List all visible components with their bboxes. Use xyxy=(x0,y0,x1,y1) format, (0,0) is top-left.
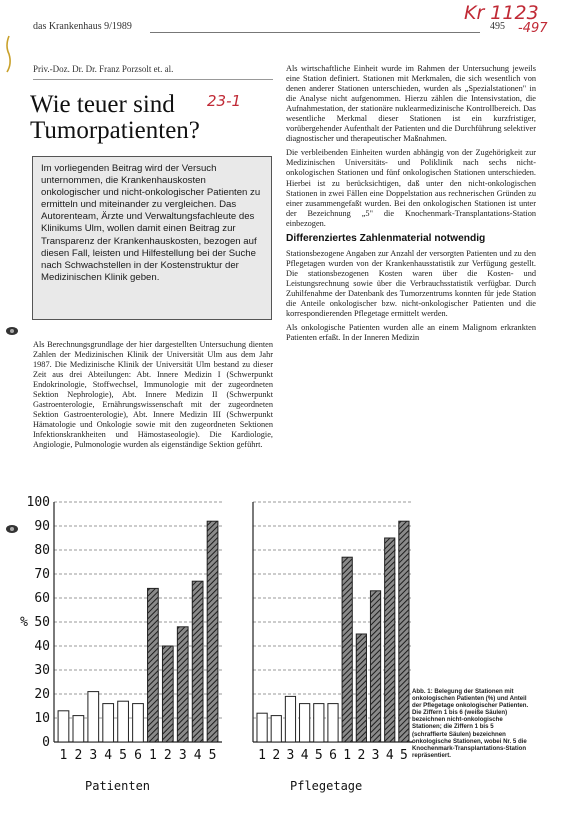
handwritten-archive-number: Kr 1123 xyxy=(464,2,539,24)
bar-oncologic xyxy=(207,521,218,742)
x-tick-label: 5 xyxy=(208,748,217,763)
y-tick-label: 60 xyxy=(34,591,50,606)
x-tick-label: 1 xyxy=(258,748,267,763)
y-tick-label: 90 xyxy=(34,519,50,534)
figure-caption: Abb. 1: Belegung der Stationen mit onkologischen Patienten (%) und Anteil der Pflegetage onkologischer Patienten. Die Ziffern 1 bis 6 (weiße Säulen) bezeichnen nicht-onkologische Stationen; die Ziffern 1 bis 5 (schraffierte Säulen) bezeichnen onkologische Stationen, wobei Nr. 5 die Knochenmark-Transplantations-Station repräsentiert. xyxy=(412,688,529,759)
paragraph: Die verbleibenden Einheiten wurden abhängig von der Zugehörigkeit zur Medizinischen Universitäts- und Poliklinik nach sechs nicht-onkologischen Stationen und fünf onkologischen Stationen unterschieden. Hierbei ist zu berücksichtigen, daß unter den nicht-onkologischen Stationen in zwei Fällen eine Doppelstation aus rechnerischen Gründen zu einer zusammengefaßt wurden. Bei den onkologischen Stationen ist unter der Bezeichnung „5" die Knochenmark-Transplantations-Station einbezogen. xyxy=(286,148,536,228)
bar-oncologic xyxy=(370,591,380,742)
right-column xyxy=(286,64,536,347)
bar-oncologic xyxy=(162,646,173,742)
x-tick-label: 4 xyxy=(300,748,309,763)
bar-non-oncologic xyxy=(103,704,114,742)
header-rule xyxy=(150,32,480,33)
bar-oncologic xyxy=(192,581,203,742)
bar-oncologic xyxy=(356,634,366,742)
margin-mark xyxy=(3,34,13,74)
title-line-2: Tumorpatienten? xyxy=(30,117,200,144)
bar-non-oncologic xyxy=(133,704,144,742)
x-tick-label: 4 xyxy=(385,748,394,763)
bar-oncologic xyxy=(385,538,395,742)
bar-non-oncologic xyxy=(88,692,99,742)
x-tick-label: 2 xyxy=(272,748,281,763)
x-tick-label: 4 xyxy=(104,748,113,763)
x-tick-label: 1 xyxy=(148,748,157,763)
title-line-1: Wie teuer sind xyxy=(30,91,175,118)
x-tick-label: 5 xyxy=(314,748,323,763)
eye-icon xyxy=(5,323,19,341)
bar-non-oncologic xyxy=(257,713,267,742)
x-tick-label: 4 xyxy=(193,748,202,763)
left-column-text xyxy=(33,340,273,455)
bar-oncologic xyxy=(399,521,409,742)
y-tick-label: 0 xyxy=(42,735,50,750)
bar-non-oncologic xyxy=(58,711,69,742)
authors: Priv.-Doz. Dr. Dr. Franz Porzsolt et. al. xyxy=(33,64,174,74)
x-tick-label: 2 xyxy=(357,748,366,763)
page-number: 495 xyxy=(490,21,505,32)
running-header: das Krankenhaus 9/1989 xyxy=(33,21,132,32)
abstract-box xyxy=(32,156,272,320)
chart-patienten xyxy=(10,490,240,800)
section-heading: Differenziertes Zahlenmaterial notwendig xyxy=(286,232,486,244)
y-tick-label: 50 xyxy=(34,615,50,630)
x-tick-label: 3 xyxy=(178,748,187,763)
paragraph: Als wirtschaftliche Einheit wurde im Rahmen der Untersuchung jeweils eine Station definiert. Stationen mit Merkmalen, die sich wesentlich von denen anderer Stationen unterschieden, wurden als „Spezialstationen" in die Analyse nicht aufgenommen. Hierzu zählen die Intensivstation, die Aufnahmestation, der stationäre nuklearmedizinische Kontrollbereich. Das wesentliche Merkmal dieser Stationen ist ein kurzfristiger, vorübergehender Aufenthalt der Patienten und die Durchführung selektiver diagnostischer und therapeutischer Maßnahmen. xyxy=(286,64,536,144)
chart-pflegetage xyxy=(245,490,425,800)
y-axis-label: % xyxy=(20,615,28,630)
bar-non-oncologic xyxy=(300,704,310,742)
handwritten-page-range: -497 xyxy=(518,21,548,36)
x-tick-label: 2 xyxy=(163,748,172,763)
article-title xyxy=(30,92,200,144)
bar-non-oncologic xyxy=(271,716,281,742)
x-tick-label: 1 xyxy=(59,748,68,763)
bar-non-oncologic xyxy=(314,704,324,742)
bar-oncologic xyxy=(342,557,352,742)
paragraph: Als Berechnungsgrundlage der hier dargestellten Untersuchung dienten Zahlen der Medizinischen Klinik der Universität Ulm aus dem Jahr 1987. Die Medizinische Klinik der Universität Ulm bestand zu dieser Zeit aus drei Abteilungen: Abt. Innere Medizin I (Schwerpunkt Endokrinologie, Stoffwechsel, Immunologie mit der zugeordneten Sektion Nephrologie), Abt. Innere Medizin II (Schwerpunkt Gastroenterologie, Ernährungswissenschaft mit der zugeordneten Sektion Gastroenterologie), Abt. Innere Medizin III (Schwerpunkt Hämatologie und Onkologie sowie mit den zugeordneten Sektionen Infektionskrankheiten und Hämostaseologie). Die Kardiologie, Angiologie, Pulmonologie wurden als eigenständige Sektion geführt. xyxy=(33,340,273,450)
handwritten-margin-note: 23-1 xyxy=(207,92,242,110)
authors-rule xyxy=(33,79,273,80)
y-tick-label: 100 xyxy=(26,495,50,510)
x-tick-label: 5 xyxy=(399,748,408,763)
bar-oncologic xyxy=(148,588,159,742)
y-tick-label: 10 xyxy=(34,711,50,726)
paragraph: Als onkologische Patienten wurden alle an einem Malignom erkrankten Patienten erfaßt. In der Inneren Medizin xyxy=(286,323,536,343)
x-tick-label: 6 xyxy=(134,748,142,763)
x-tick-label: 2 xyxy=(74,748,83,763)
y-tick-label: 40 xyxy=(34,639,50,654)
x-tick-label: 3 xyxy=(89,748,98,763)
abstract-text: Im vorliegenden Beitrag wird der Versuch unternommen, die Krankenhauskosten onkologischer und nicht-onkologischer Patienten zu ermitteln und miteinander zu vergleichen. Das Autorenteam, Ärzte und Verwaltungsfachleute des Klinikums Ulm, wollen damit einen Beitrag zur Transparenz der Krankenhauskosten, bezogen auf diesen Fall, leisten und Hilfestellung bei der Suche nach Schwachstellen in der Kostenstruktur der Medizinischen Klinik geben. xyxy=(41,163,261,283)
bar-non-oncologic xyxy=(285,696,295,742)
paragraph: Stationsbezogene Angaben zur Anzahl der versorgten Patienten und zu den Pflegetagen wurden von der Krankenhausstatistik zur Verfügung gestellt. Die stationsbezogenen Kosten waren über die Kosten- und Leistungsrechnung sowie über die Verbrauchsstatistik verfügbar. Durch Zuhilfenahme der Datenbank des Tumorzentrums konnten für jede Station die Anteile onkologischer bzw. nicht-onkologischer Patienten und die korrespondierenden Pflegetage ermittelt werden. xyxy=(286,248,536,319)
x-axis-title-patienten: Patienten xyxy=(85,779,151,793)
y-tick-label: 20 xyxy=(34,687,50,702)
x-tick-label: 3 xyxy=(371,748,380,763)
y-tick-label: 70 xyxy=(34,567,50,582)
bar-non-oncologic xyxy=(328,704,338,742)
x-tick-label: 5 xyxy=(119,748,128,763)
bar-non-oncologic xyxy=(73,716,84,742)
y-tick-label: 30 xyxy=(34,663,50,678)
x-tick-label: 1 xyxy=(343,748,352,763)
x-tick-label: 6 xyxy=(329,748,337,763)
bar-oncologic xyxy=(177,627,188,742)
y-tick-label: 80 xyxy=(34,543,50,558)
x-axis-title-pflegetage: Pflegetage xyxy=(290,779,363,793)
x-tick-label: 3 xyxy=(286,748,295,763)
bar-non-oncologic xyxy=(118,701,129,742)
